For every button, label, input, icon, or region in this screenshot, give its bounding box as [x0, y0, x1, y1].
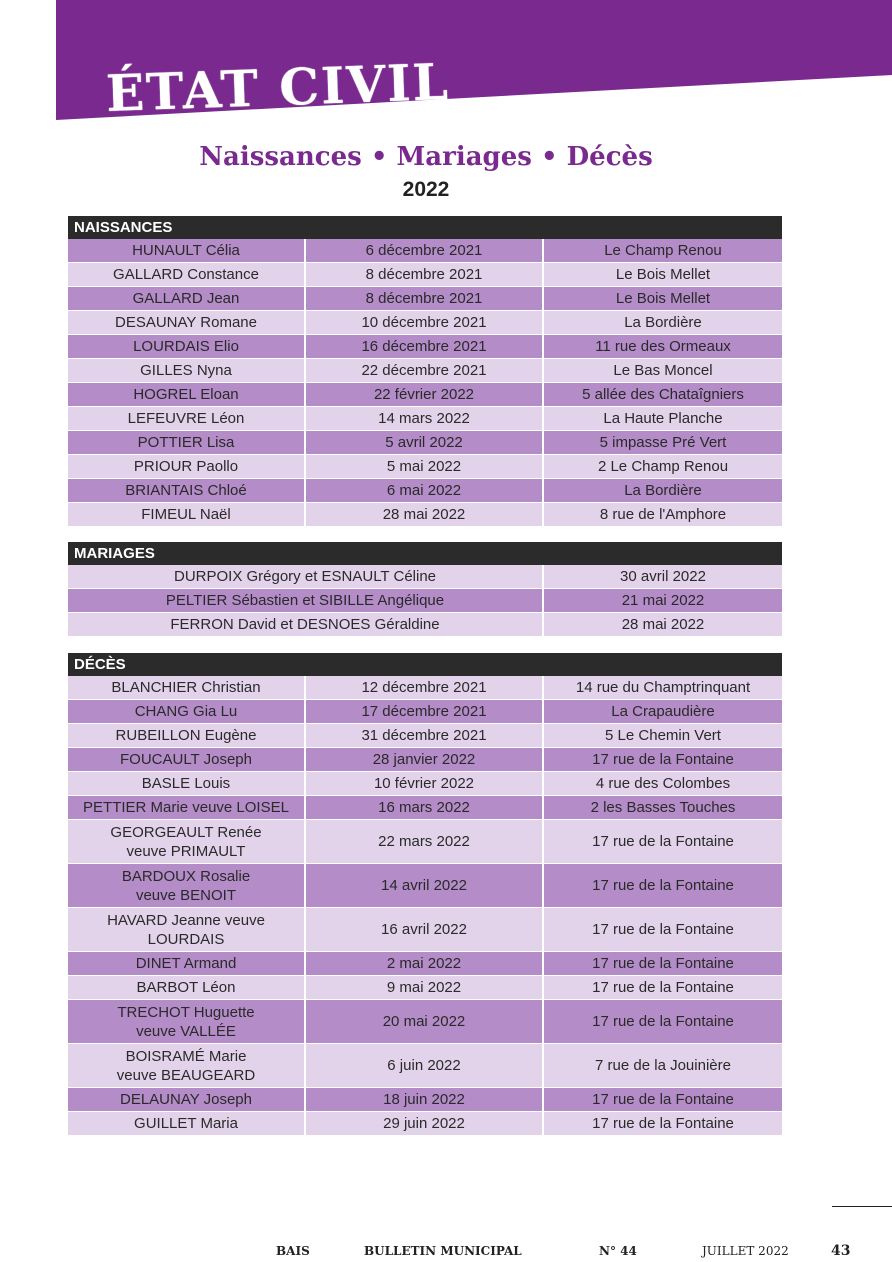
death-date-cell: 18 juin 2022 — [306, 1088, 544, 1111]
table-row — [68, 455, 782, 479]
table-row — [68, 383, 782, 407]
table-row — [68, 796, 782, 820]
death-date-cell: 16 mars 2022 — [306, 796, 544, 819]
birth-name-cell: POTTIER Lisa — [68, 431, 306, 454]
table-row — [68, 1088, 782, 1112]
death-name-cell: GEORGEAULT Renée veuve PRIMAULT — [68, 820, 306, 863]
death-date-cell: 28 janvier 2022 — [306, 748, 544, 771]
page-title: ÉTAT CIVIL — [105, 52, 451, 123]
birth-date-cell: 22 février 2022 — [306, 383, 544, 406]
marriage-date-cell: 28 mai 2022 — [621, 616, 705, 633]
death-name-cell: BOISRAMÉ Marie veuve BEAUGEARD — [68, 1044, 306, 1087]
death-name-cell: TRECHOT Huguette veuve VALLÉE — [68, 1000, 306, 1043]
table-row — [68, 359, 782, 383]
table-row — [68, 676, 782, 700]
birth-name-cell: BRIANTAIS Chloé — [68, 479, 306, 502]
footer-town: BAIS — [276, 1244, 310, 1258]
deces-table — [68, 653, 782, 1136]
death-name-cell: PETTIER Marie veuve LOISEL — [68, 796, 306, 819]
page-year: 2022 — [402, 178, 450, 201]
birth-place-cell: Le Bois Mellet — [615, 266, 711, 283]
table-row — [68, 479, 782, 503]
death-place-cell: 17 rue de la Fontaine — [592, 1115, 734, 1132]
table-row — [68, 1000, 782, 1044]
table-row — [68, 613, 782, 637]
death-date-cell: 17 décembre 2021 — [306, 700, 544, 723]
birth-date-cell: 6 décembre 2021 — [306, 239, 544, 262]
death-place-cell: 17 rue de la Fontaine — [592, 877, 734, 894]
birth-date-cell: 8 décembre 2021 — [306, 263, 544, 286]
birth-name-cell: LEFEUVRE Léon — [68, 407, 306, 430]
birth-name-cell: FIMEUL Naël — [68, 503, 306, 526]
table-row — [68, 407, 782, 431]
death-date-cell: 22 mars 2022 — [306, 820, 544, 863]
table-row — [68, 1112, 782, 1136]
death-place-cell: 17 rue de la Fontaine — [592, 751, 734, 768]
table-row — [68, 239, 782, 263]
table-row — [68, 431, 782, 455]
birth-name-cell: LOURDAIS Elio — [68, 335, 306, 358]
marriage-date-cell: 30 avril 2022 — [620, 568, 706, 585]
death-place-cell: 5 Le Chemin Vert — [605, 727, 721, 744]
table-row — [68, 748, 782, 772]
table-row — [68, 565, 782, 589]
table-row — [68, 1044, 782, 1088]
death-place-cell: 17 rue de la Fontaine — [592, 979, 734, 996]
table-row — [68, 503, 782, 527]
page-subtitle: Naissances • Mariages • Décès — [199, 142, 653, 172]
table-row — [68, 772, 782, 796]
table-row — [68, 724, 782, 748]
birth-place-cell: Le Bois Mellet — [615, 290, 711, 307]
birth-name-cell: GILLES Nyna — [68, 359, 306, 382]
birth-place-cell: La Haute Planche — [603, 410, 723, 427]
death-date-cell: 9 mai 2022 — [306, 976, 544, 999]
birth-place-cell: Le Champ Renou — [604, 242, 722, 259]
deces-header: DÉCÈS — [68, 653, 782, 676]
footer-rule — [832, 1206, 892, 1207]
table-row — [68, 820, 782, 864]
table-row — [68, 287, 782, 311]
birth-place-cell: Le Bas Moncel — [613, 362, 713, 379]
table-row — [68, 952, 782, 976]
birth-place-cell: 5 impasse Pré Vert — [599, 434, 727, 451]
naissances-table — [68, 216, 782, 527]
table-row — [68, 263, 782, 287]
birth-date-cell: 28 mai 2022 — [306, 503, 544, 526]
birth-date-cell: 14 mars 2022 — [306, 407, 544, 430]
death-name-cell: BASLE Louis — [68, 772, 306, 795]
death-date-cell: 29 juin 2022 — [306, 1112, 544, 1135]
table-row — [68, 311, 782, 335]
death-date-cell: 12 décembre 2021 — [306, 676, 544, 699]
birth-place-cell: 5 allée des Chataîgniers — [582, 386, 744, 403]
naissances-header: NAISSANCES — [68, 216, 782, 239]
death-place-cell: 2 les Basses Touches — [590, 799, 736, 816]
death-place-cell: 14 rue du Champtrinquant — [575, 679, 751, 696]
birth-date-cell: 6 mai 2022 — [306, 479, 544, 502]
death-name-cell: FOUCAULT Joseph — [68, 748, 306, 771]
death-name-cell: BARDOUX Rosalie veuve BENOIT — [68, 864, 306, 907]
mariages-header: MARIAGES — [68, 542, 782, 565]
table-row — [68, 976, 782, 1000]
death-date-cell: 14 avril 2022 — [306, 864, 544, 907]
death-place-cell: 17 rue de la Fontaine — [592, 921, 734, 938]
table-row — [68, 864, 782, 908]
death-place-cell: 17 rue de la Fontaine — [592, 1013, 734, 1030]
death-name-cell: HAVARD Jeanne veuve LOURDAIS — [68, 908, 306, 951]
death-name-cell: BARBOT Léon — [68, 976, 306, 999]
birth-date-cell: 16 décembre 2021 — [306, 335, 544, 358]
table-row — [68, 335, 782, 359]
death-name-cell: DINET Armand — [68, 952, 306, 975]
death-name-cell: RUBEILLON Eugène — [68, 724, 306, 747]
birth-name-cell: HOGREL Eloan — [68, 383, 306, 406]
birth-name-cell: DESAUNAY Romane — [68, 311, 306, 334]
death-date-cell: 6 juin 2022 — [306, 1044, 544, 1087]
birth-place-cell: 2 Le Champ Renou — [597, 458, 729, 475]
mariages-table — [68, 542, 782, 637]
death-date-cell: 31 décembre 2021 — [306, 724, 544, 747]
death-name-cell: BLANCHIER Christian — [68, 676, 306, 699]
death-date-cell: 16 avril 2022 — [306, 908, 544, 951]
death-place-cell: 7 rue de la Jouinière — [595, 1057, 731, 1074]
marriage-names-cell: FERRON David et DESNOES Géraldine — [68, 613, 544, 636]
death-date-cell: 2 mai 2022 — [306, 952, 544, 975]
death-name-cell: GUILLET Maria — [68, 1112, 306, 1135]
birth-name-cell: GALLARD Constance — [68, 263, 306, 286]
birth-date-cell: 8 décembre 2021 — [306, 287, 544, 310]
table-row — [68, 908, 782, 952]
birth-date-cell: 10 décembre 2021 — [306, 311, 544, 334]
death-place-cell: 17 rue de la Fontaine — [592, 955, 734, 972]
birth-date-cell: 22 décembre 2021 — [306, 359, 544, 382]
marriage-date-cell: 21 mai 2022 — [621, 592, 705, 609]
birth-place-cell: 11 rue des Ormeaux — [595, 338, 731, 355]
page-number: 43 — [831, 1243, 851, 1259]
birth-place-cell: La Bordière — [624, 314, 702, 331]
marriage-names-cell: PELTIER Sébastien et SIBILLE Angélique — [68, 589, 544, 612]
death-date-cell: 10 février 2022 — [306, 772, 544, 795]
table-row — [68, 589, 782, 613]
footer-date: JUILLET 2022 — [702, 1244, 789, 1258]
death-place-cell: La Crapaudière — [611, 703, 715, 720]
footer-issue: N° 44 — [599, 1244, 637, 1258]
death-name-cell: DELAUNAY Joseph — [68, 1088, 306, 1111]
birth-date-cell: 5 avril 2022 — [306, 431, 544, 454]
birth-place-cell: La Bordière — [624, 482, 702, 499]
death-place-cell: 17 rue de la Fontaine — [592, 1091, 734, 1108]
death-place-cell: 17 rue de la Fontaine — [592, 833, 734, 850]
birth-name-cell: HUNAULT Célia — [68, 239, 306, 262]
footer-bulletin: BULLETIN MUNICIPAL — [364, 1244, 522, 1258]
birth-name-cell: PRIOUR Paollo — [68, 455, 306, 478]
marriage-names-cell: DURPOIX Grégory et ESNAULT Céline — [68, 565, 544, 588]
table-row — [68, 700, 782, 724]
birth-place-cell: 8 rue de l'Amphore — [599, 506, 727, 523]
birth-date-cell: 5 mai 2022 — [306, 455, 544, 478]
death-date-cell: 20 mai 2022 — [306, 1000, 544, 1043]
death-name-cell: CHANG Gia Lu — [68, 700, 306, 723]
death-place-cell: 4 rue des Colombes — [595, 775, 731, 792]
birth-name-cell: GALLARD Jean — [68, 287, 306, 310]
